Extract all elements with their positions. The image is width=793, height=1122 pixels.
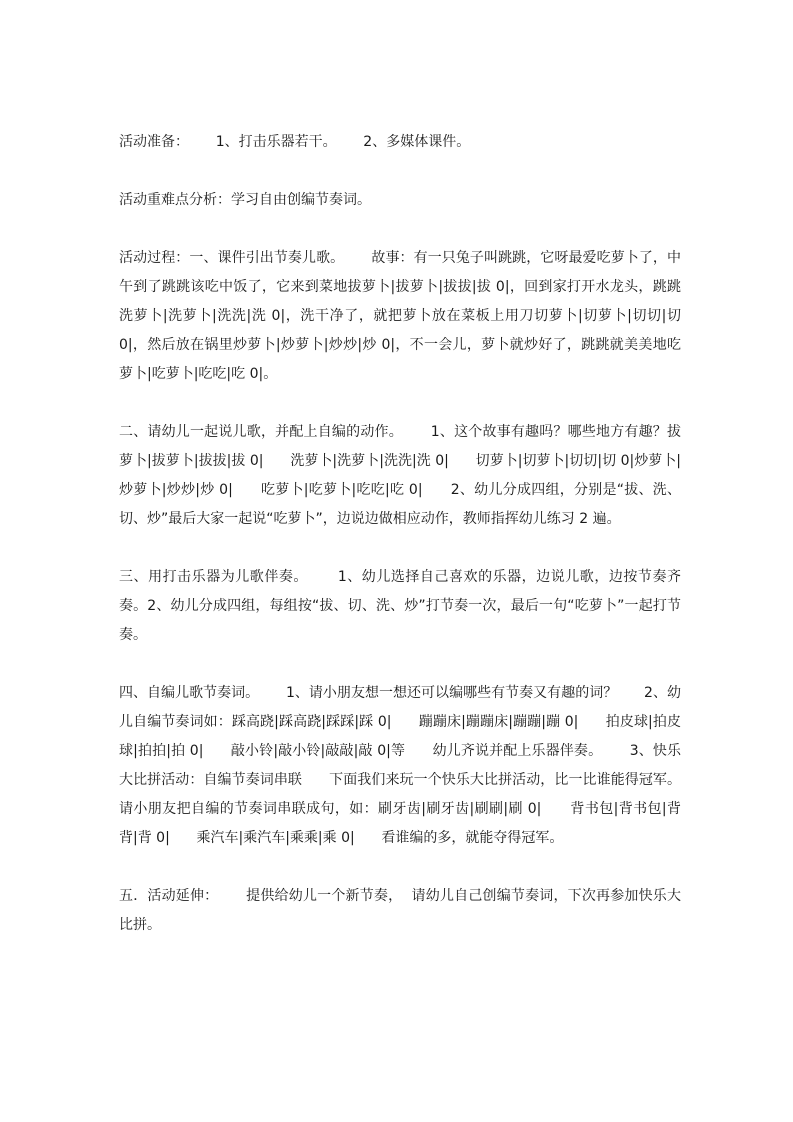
paragraph-extension: 五．活动延伸： 提供给幼儿一个新节奏， 请幼儿自己创编节奏词，下次再参加快乐大比拼。 xyxy=(119,888,681,933)
paragraph-key-points: 活动重难点分析：学习自由创编节奏词。 xyxy=(119,192,371,208)
paragraph-step-four: 四、自编儿歌节奏词。 1、请小朋友想一想还可以编哪些有节奏又有趣的词？ 2、幼儿自编节奏词如：踩高跷|踩高跷|踩踩|踩 0| 蹦蹦床|蹦蹦床|蹦蹦|蹦 0| 拍皮球|拍皮球|拍拍|拍 0| 敲小铃|敲小铃|敲敲|敲 0|等 幼儿齐说并配上乐器伴奏。 3、快乐大比拼活动：自编节奏词串联 下面我们来玩一个快乐大比拼活动，比一比谁能得冠军。 请小朋友把自编的节奏词串联成句，如：刷牙齿|刷牙齿|刷刷|刷 0| 背书包|背书包|背背|背 0| 乘汽车|乘汽车|乘乘|乘 0| 看谁编的多，就能夺得冠军。 xyxy=(119,685,708,846)
paragraph-preparation: 活动准备： 1、打击乐器若干。 2、多媒体课件。 xyxy=(119,134,471,150)
paragraph-step-three: 三、用打击乐器为儿歌伴奏。 1、幼儿选择自己喜欢的乐器，边说儿歌，边按节奏齐奏。2、幼儿分成四组，每组按“拔、切、洗、炒”打节奏一次，最后一句“吃萝卜”一起打节奏。 xyxy=(119,569,681,643)
paragraph-step-two: 二、请幼儿一起说儿歌，并配上自编的动作。 1、这个故事有趣吗？哪些地方有趣？拔萝卜|拔萝卜|拔拔|拔 0| 洗萝卜|洗萝卜|洗洗|洗 0| 切萝卜|切萝卜|切切|切 0|炒萝卜|炒萝卜|炒炒|炒 0| 吃萝卜|吃萝卜|吃吃|吃 0| 2、幼儿分成四组，分别是“拔、洗、切、炒”最后大家一起说“吃萝卜”，边说边做相应动作，教师指挥幼儿练习 2 遍。 xyxy=(119,424,681,527)
document-body xyxy=(119,128,708,969)
paragraph-process: 活动过程：一、课件引出节奏儿歌。 故事：有一只兔子叫跳跳，它呀最爱吃萝卜了，中午到了跳跳该吃中饭了，它来到菜地拔萝卜|拔萝卜|拔拔|拔 0|，回到家打开水龙头，跳跳洗萝卜|洗萝卜|洗洗|洗 0|，洗干净了，就把萝卜放在菜板上用刀切萝卜|切萝卜|切切|切 0|，然后放在锅里炒萝卜|炒萝卜|炒炒|炒 0|，不一会儿，萝卜就炒好了，跳跳就美美地吃萝卜|吃萝卜|吃吃|吃 0|。 xyxy=(119,250,686,382)
